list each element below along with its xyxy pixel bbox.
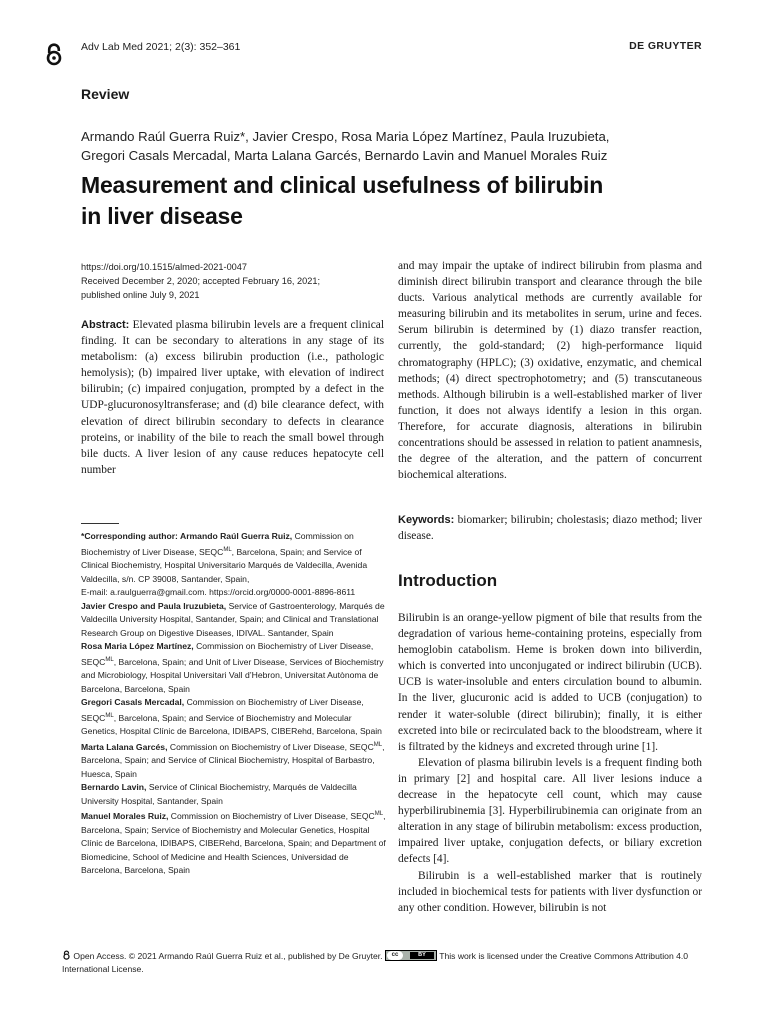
license-statement: This work is licensed under the Creative Commons Attribution 4.0 International License. (62, 951, 689, 974)
affiliation-text: Commission on Biochemistry of Liver Disease, SEQC (170, 811, 375, 822)
body-paragraph: Bilirubin is a well-established marker that is routinely included in biochemical tests for patients with liver dysfunction or any other condition. However, bilirubin is not (398, 869, 702, 914)
doi-link[interactable]: https://doi.org/10.1515/almed-2021-0047 (81, 262, 248, 272)
affiliation-text: Commission on Biochemistry of Liver Disease, SEQC (81, 697, 364, 723)
superscript: ML (105, 656, 114, 663)
affiliation-text: , Barcelona, Spain; and Service of Biochemistry and Molecular Genetics, Hospital Clínic de Barcelona, IDIBAPS, CIBERehd, Barcelona, Spain (81, 712, 382, 737)
cc-label: cc (387, 951, 403, 960)
superscript: ML (105, 712, 114, 719)
journal-reference: Adv Lab Med 2021; 2(3): 352–361 (81, 41, 241, 53)
introduction-body (398, 610, 702, 916)
abstract (81, 317, 384, 478)
body-paragraph: Bilirubin is an orange-yellow pigment of bile that results from the degradation of various heme-containing proteins, especially from hemoglobin catabolism. Heme is broken down into biliverdin, which is converted into unconjugated or indirect bilirubin (UCB). UCB is water-insoluble and enters circulation bound to albumin. In the liver, glucuronic acid is added to UCB (conjugation) to render it water-soluble (direct bilirubin); finally, it is either excreted into bile or recirculated back to the bloodstream, where it is filtrated by the kidneys and excreted through urine [1]. (398, 612, 702, 753)
author-line: Gregori Casals Mercadal, Marta Lalana Garcés, Bernardo Lavin and Manuel Morales Ruiz (81, 148, 608, 163)
affiliation-text: Commission on Biochemistry of Liver Disease, SEQC (81, 641, 374, 667)
affiliation-text: , Barcelona, Spain; Service of Biochemistry and Molecular Genetics, Hospital Clínic de Barcelona, IDIBAPS, CIBERehd, Barcelona, Spain; and Department of Biomedicine, School of Medicine and Health Sciences, Universidad de Barcelona, Barcelona, Spain (81, 811, 386, 876)
author-list (81, 127, 701, 165)
author-name: Javier Crespo and Paula Iruzubieta, (81, 600, 227, 611)
body-paragraph: Elevation of plasma bilirubin levels is a frequent finding both in primary [2] and hospital care. All liver lesions induce a decrease in the hepatocyte cell count, which may cause hyperbilirubinemia [3]. Hyperbilirubinemia can originate from an alteration in any stage of bilirubin metabolism: excess production, impaired liver uptake, conjugation defects, or biliary excretion defects [4]. (398, 756, 702, 866)
affiliation-text: Service of Clinical Biochemistry, Marqués de Valdecilla University Hospital, Santander, Spain (81, 782, 357, 806)
footnote-item (81, 696, 387, 739)
footnote-item (81, 640, 387, 696)
author-name: Marta Lalana Garcés, (81, 741, 168, 752)
email-line[interactable]: E-mail: a.raulguerra@gmail.com. https://orcid.org/0000-0001-8896-8611 (81, 587, 356, 598)
title-line: in liver disease (81, 203, 243, 229)
open-access-icon (62, 950, 71, 960)
abstract-continued: and may impair the uptake of indirect bilirubin from plasma and diminish direct bilirubin transport and clearance through the bile ducts. Various analytical methods are currently available for measuring bilirubin and its metabolites in serum, urine and feces. Serum bilirubin is determined by (1) diazo transfer reaction, currently, the gold-standard; (2) high-performance liquid chromatography (HPLC); (3) oxidative, enzymatic, and chemical methods; (4) direct spectrophotometry; and (5) transcutaneous methods. Although bilirubin is a well-established marker of liver function, it does not always identify a lesion in this organ. Therefore, for accurate diagnosis, alterations in bilirubin concentrations should be assessed in relation to patient anamnesis, the degree of the alteration, and the pattern of concurrent biochemical alterations. (398, 260, 702, 482)
affiliation-text: , Barcelona, Spain; and Service of Clinical Biochemistry, Hospital of Barbastro, Huesca, Spain (81, 741, 385, 779)
superscript: ML (373, 741, 383, 748)
section-heading-introduction: Introduction (398, 571, 498, 590)
footnote-item (81, 808, 387, 878)
footnote-item (81, 530, 387, 586)
author-affiliations (81, 530, 387, 878)
affiliation-text: Commission on Biochemistry of Liver Disease, SEQC (169, 741, 374, 752)
by-label: BY (410, 952, 434, 959)
author-name: Bernardo Lavin, (81, 782, 147, 793)
superscript: ML (374, 811, 384, 818)
author-name: Rosa Maria López Martínez, (81, 641, 194, 652)
footnote-item (81, 600, 387, 641)
keywords (398, 512, 702, 544)
article-title (81, 170, 701, 232)
author-name: Gregori Casals Mercadal, (81, 697, 185, 708)
footnote-rule (81, 523, 119, 524)
published-date: published online July 9, 2021 (81, 290, 200, 301)
keywords-label: Keywords: (398, 514, 455, 526)
affiliation-text: Commission on Biochemistry of Liver Disease, SEQC (81, 531, 354, 557)
abstract-text: Elevated plasma bilirubin levels are a frequent clinical finding. It can be secondary to alterations in any stage of its metabolism: (a) excess bilirubin production (i.e., pathologic hemolysis); (b) impaired liver uptake, with elevation of indirect bilirubin; (c) impaired conjugation, prompted by a defect in the UDP-glucuronosyltransferase; and (d) bile clearance defect, with elevation of direct bilirubin secondary to defects in clearance proteins, or inability of the bile to reach the small bowel through bile ducts. A liver lesion of any cause reduces hepatocyte cell number (81, 319, 384, 476)
keywords-text: biomarker; bilirubin; cholestasis; diazo method; liver disease. (398, 514, 702, 543)
affiliation-text: Service of Gastroenterology, Marqués de Valdecilla University Hospital, Santander, Spain; and Clinical and Translational Research Group on Digestive Diseases, IDIVAL. Santander, Spain (81, 600, 385, 638)
cc-by-badge-icon[interactable] (385, 950, 437, 961)
author-name: Manuel Morales Ruiz, (81, 811, 169, 822)
author-line: Armando Raúl Guerra Ruiz*, Javier Crespo, Rosa Maria López Martínez, Paula Iruzubieta, (81, 129, 610, 144)
footnote-item (81, 781, 387, 808)
license-footer (62, 950, 702, 976)
affiliation-text: , Barcelona, Spain; and Service of Clinical Biochemistry, Hospital Universitario Marqués de Valdecilla, Avenida Valdecilla, s/n. CP 39008, Santander, Spain, (81, 546, 368, 584)
open-access-icon (44, 42, 64, 66)
article-type: Review (81, 86, 130, 102)
affiliation-text: , Barcelona, Spain; and Unit of Liver Disease, Services of Biochemistry and Microbiology, Hospital Universitari Vall d’Hebron, Universitat Autònoma de Barcelona, Barcelona, Spain (81, 656, 384, 694)
article-meta (81, 260, 320, 303)
title-line: Measurement and clinical usefulness of bilirubin (81, 172, 604, 198)
publisher-name: DE GRUYTER (629, 40, 702, 52)
received-date: Received December 2, 2020; accepted February 16, 2021; (81, 276, 321, 287)
corresponding-author-label: *Corresponding author: Armando Raúl Guerra Ruiz, (81, 531, 293, 541)
license-text: Open Access. © 2021 Armando Raúl Guerra Ruiz et al., published by De Gruyter. (73, 951, 383, 961)
superscript: ML (223, 546, 232, 553)
footnote-item (81, 739, 387, 782)
abstract-label: Abstract: (81, 319, 130, 331)
